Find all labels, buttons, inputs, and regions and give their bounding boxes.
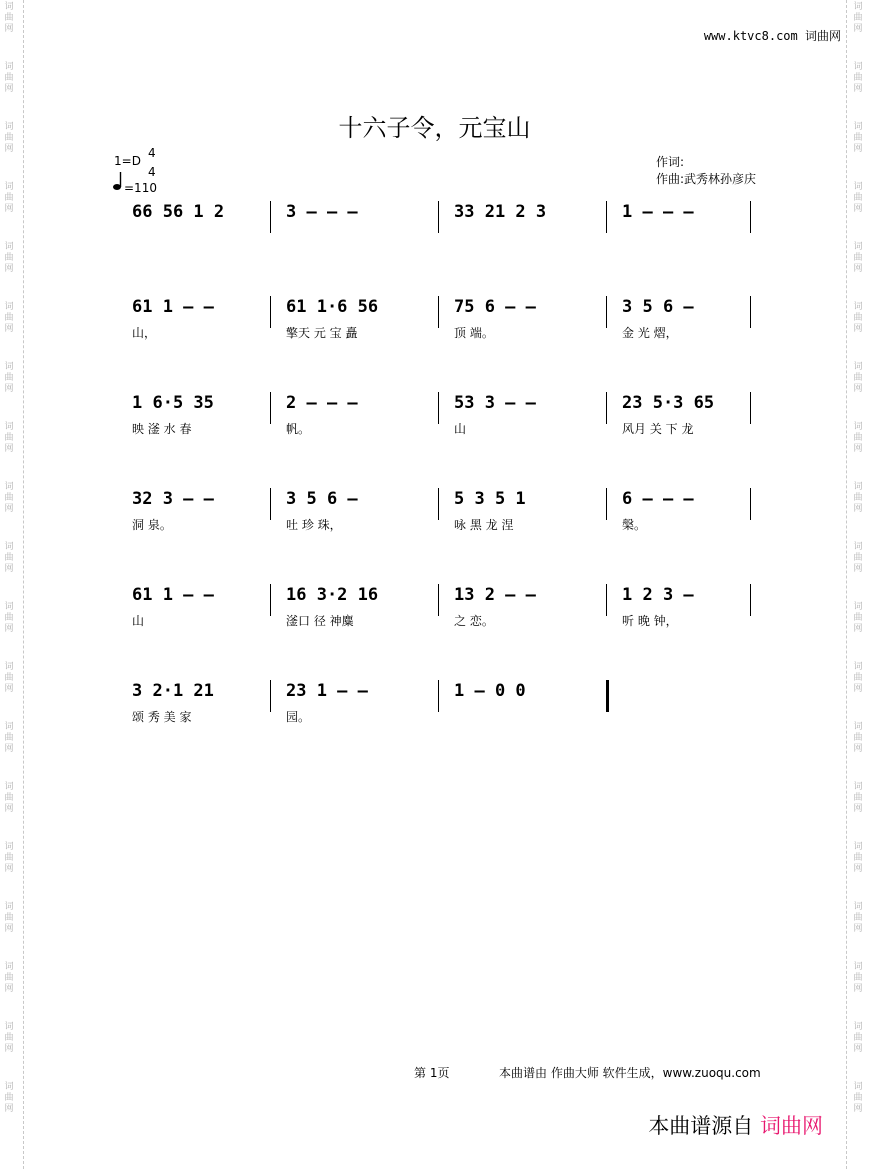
watermark-text: 词曲网 [853,962,863,994]
watermark-text: 词曲网 [4,602,14,634]
measure-lyrics: 金 光 熠， [622,326,678,340]
time-signature-bottom: 4 [148,165,156,179]
barline [606,584,607,616]
measure-notes: 5 3 5 1 [454,489,526,509]
watermark-text: 词曲网 [4,662,14,694]
measure-notes: 1 – – – [622,202,694,222]
watermark-text: 词曲网 [4,122,14,154]
measure-lyrics: 洞 泉。 [132,518,172,532]
music-system [114,674,753,734]
measure-lyrics: 之 恋。 [454,614,494,628]
measure-notes: 1 – 0 0 [454,681,526,701]
right-border [846,0,847,1169]
measure-lyrics: 风月 关 下 龙 [622,422,694,436]
tempo: =110 [124,181,157,195]
barline [750,392,751,424]
measure-notes: 3 5 6 – [622,297,694,317]
measure-notes: 1 6·5 35 [132,393,214,413]
source-credit [648,1110,823,1140]
music-system [114,482,753,542]
measure-notes: 3 – – – [286,202,358,222]
measure-notes: 66 56 1 2 [132,202,225,222]
watermark-text: 词曲网 [853,542,863,574]
measure-lyrics: 擎天 元 宝 矗 [286,326,358,340]
measure-lyrics: 滏口 径 神麋 [286,614,354,628]
barline [750,201,751,233]
measure-notes: 53 3 – – [454,393,536,413]
time-signature-top: 4 [148,146,156,160]
watermark-text: 词曲网 [853,902,863,934]
measure-lyrics: 顶 端。 [454,326,494,340]
watermark-text: 词曲网 [4,302,14,334]
measure-notes: 6 – – – [622,489,694,509]
key-signature: 1=D [114,154,141,168]
measure-lyrics: 听 晚 钟， [622,614,678,628]
lyricist-credit: 作词: [656,155,685,169]
barline [438,296,439,328]
measure-lyrics: 吐 珍 珠， [286,518,342,532]
barline [750,488,751,520]
barline [438,680,439,712]
barline [606,488,607,520]
measure-notes: 75 6 – – [454,297,536,317]
music-system [114,195,753,255]
measure-notes: 23 1 – – [286,681,368,701]
barline [606,201,607,233]
watermark-text: 词曲网 [4,962,14,994]
watermark-text: 词曲网 [853,842,863,874]
watermark-text: 词曲网 [853,2,863,34]
measure-lyrics: 槃。 [622,518,647,532]
site-url[interactable]: www.ktvc8.com [703,29,798,43]
source-site[interactable]: 词曲网 [760,1114,823,1138]
music-system [114,290,753,350]
watermark-text: 词曲网 [853,362,863,394]
music-system [114,578,753,638]
watermark-text: 词曲网 [853,1082,863,1114]
barline [438,584,439,616]
measure-lyrics: 映 滏 水 春 [132,422,192,436]
watermark-text: 词曲网 [853,242,863,274]
barline [438,201,439,233]
watermark-text: 词曲网 [853,422,863,454]
page-number: 第 1页 [414,1066,450,1080]
watermark-text: 词曲网 [4,782,14,814]
measure-lyrics: 帆。 [286,422,311,436]
watermark-text: 词曲网 [4,2,14,34]
watermark-text: 词曲网 [4,902,14,934]
composer-credit: 作曲:武秀林孙彦庆 [656,172,757,186]
watermark-text: 词曲网 [4,362,14,394]
barline [270,201,271,233]
barline [606,296,607,328]
watermark-text: 词曲网 [853,122,863,154]
watermark-text: 词曲网 [4,242,14,274]
barline [270,488,271,520]
barline [438,392,439,424]
watermark-text: 词曲网 [853,782,863,814]
measure-notes: 1 2 3 – [622,585,694,605]
barline [606,392,607,424]
measure-notes: 3 5 6 – [286,489,358,509]
watermark-text: 词曲网 [853,62,863,94]
watermark-text: 词曲网 [4,542,14,574]
measure-notes: 2 – – – [286,393,358,413]
watermark-text: 词曲网 [853,302,863,334]
barline [270,680,271,712]
measure-lyrics: 咏 黑 龙 涅 [454,518,514,532]
site-header[interactable] [704,27,841,44]
barline [270,392,271,424]
measure-notes: 61 1·6 56 [286,297,379,317]
barline [750,296,751,328]
watermark-text: 词曲网 [4,182,14,214]
watermark-text: 词曲网 [853,602,863,634]
left-border [23,0,24,1169]
song-title: 十六子令，元宝山 [338,114,531,142]
watermark-text: 词曲网 [4,1022,14,1054]
measure-lyrics: 山， [132,326,157,340]
watermark-text: 词曲网 [853,182,863,214]
watermark-text: 词曲网 [4,722,14,754]
watermark-text: 词曲网 [4,62,14,94]
watermark-text: 词曲网 [853,1022,863,1054]
measure-lyrics: 山 [454,422,467,436]
measure-notes: 13 2 – – [454,585,536,605]
source-prefix: 本曲谱源自 [648,1114,754,1138]
watermark-text: 词曲网 [853,722,863,754]
music-system [114,386,753,446]
watermark-text: 词曲网 [4,422,14,454]
watermark-text: 词曲网 [853,482,863,514]
watermark-text: 词曲网 [4,482,14,514]
measure-lyrics: 颂 秀 美 家 [132,710,192,724]
measure-lyrics: 山 [132,614,145,628]
watermark-text: 词曲网 [4,1082,14,1114]
measure-notes: 61 1 – – [132,585,214,605]
generator-note: 本曲谱由 作曲大师 软件生成，www.zuoqu.com [499,1066,761,1080]
measure-notes: 61 1 – – [132,297,214,317]
measure-notes: 33 21 2 3 [454,202,547,222]
measure-notes: 16 3·2 16 [286,585,379,605]
barline [750,584,751,616]
barline [270,584,271,616]
site-name: 词曲网 [804,29,841,43]
barline [270,296,271,328]
measure-lyrics: 园。 [286,710,311,724]
watermark-text: 词曲网 [853,662,863,694]
watermark-text: 词曲网 [4,842,14,874]
measure-notes: 23 5·3 65 [622,393,715,413]
barline [438,488,439,520]
measure-notes: 32 3 – – [132,489,214,509]
measure-notes: 3 2·1 21 [132,681,214,701]
final-barline [606,680,609,712]
